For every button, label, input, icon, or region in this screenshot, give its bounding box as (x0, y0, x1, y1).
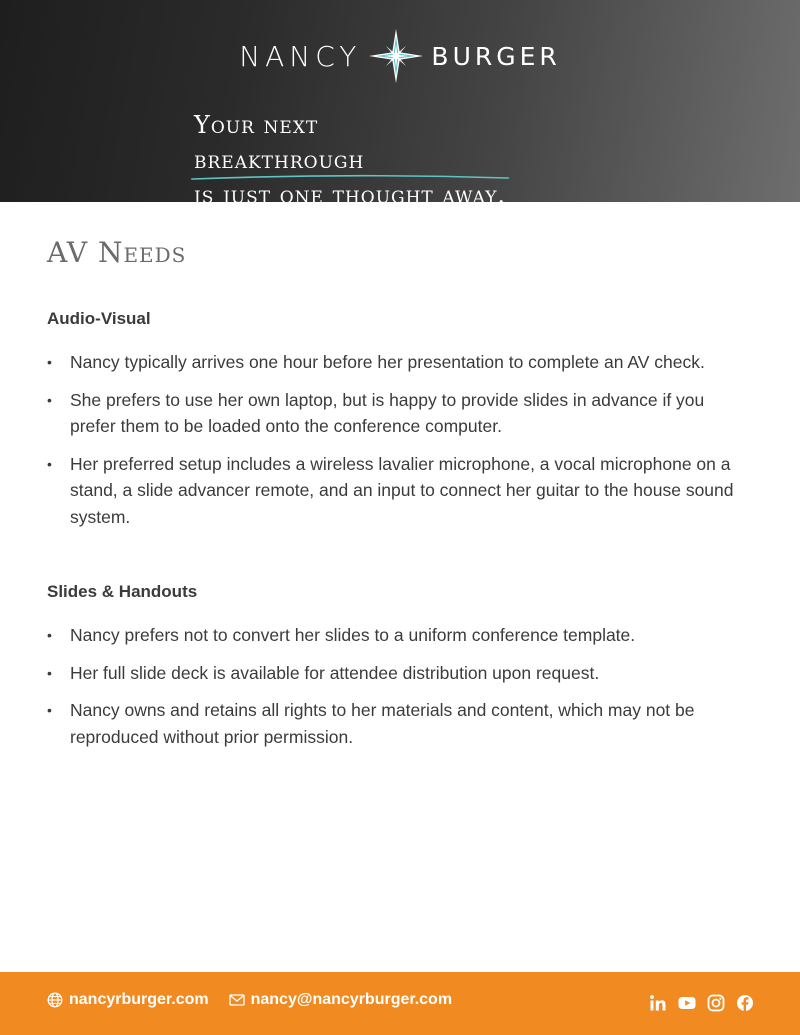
bullet-icon: • (47, 354, 52, 370)
page-title: AV Needs (47, 236, 187, 269)
mail-icon (229, 992, 245, 1008)
instagram-link[interactable] (707, 994, 725, 1012)
website-link[interactable] (47, 991, 209, 1009)
list-item (47, 697, 737, 750)
bullet-icon: • (47, 664, 52, 681)
facebook-link[interactable] (736, 994, 754, 1012)
tagline-line-2: is just one thought away. (194, 181, 507, 209)
list-item (47, 349, 737, 376)
tagline-highlight (194, 143, 506, 178)
email-link[interactable] (229, 991, 452, 1009)
social-links (649, 994, 754, 1012)
logo (0, 28, 800, 84)
list-item-text: Nancy prefers not to convert her slides to a uniform conference template. (70, 625, 636, 645)
section-audio-visual (47, 309, 737, 541)
bullet-list (47, 349, 737, 530)
youtube-icon (678, 994, 696, 1012)
tagline-highlight-text: breakthrough (194, 146, 365, 174)
tagline (194, 108, 506, 213)
section-slides-handouts (47, 582, 737, 761)
facebook-icon (736, 994, 754, 1012)
email-text: nancy@nancyrburger.com (250, 991, 453, 1008)
page-footer (0, 972, 800, 1035)
linkedin-icon (649, 994, 667, 1012)
tagline-line-1 (194, 108, 506, 178)
bullet-icon: • (47, 702, 52, 718)
section-heading: Audio-Visual (47, 309, 151, 328)
list-item-text: Her full slide deck is available for attendee distribution upon request. (70, 662, 600, 683)
page-header (0, 0, 800, 209)
compass-star-icon (367, 28, 425, 84)
logo-first-name: NANCY (239, 39, 362, 73)
globe-icon (47, 992, 63, 1008)
list-item (47, 660, 737, 687)
website-text: nancyrburger.com (69, 991, 209, 1008)
list-item (47, 622, 737, 649)
tagline-prefix: Your next (194, 111, 319, 139)
logo-last-name: BURGER (431, 41, 561, 71)
bullet-list (47, 622, 737, 750)
bullet-icon: • (47, 391, 52, 408)
contact-links (47, 991, 472, 1009)
list-item (47, 451, 737, 531)
list-item-text: Her preferred setup includes a wireless lavalier microphone, a vocal microphone on a stand, a slide advancer remote, and an input to connect her guitar to the house sound system. (70, 453, 734, 527)
youtube-link[interactable] (678, 994, 696, 1012)
list-item-text: Nancy typically arrives one hour before her presentation to complete an AV check. (70, 352, 705, 372)
list-item-text: She prefers to use her own laptop, but is happy to provide slides in advance if you prefer them to be loaded onto the conference computer. (70, 389, 705, 436)
section-heading: Slides & Handouts (47, 582, 198, 601)
instagram-icon (707, 994, 725, 1012)
list-item (47, 387, 737, 440)
linkedin-link[interactable] (649, 994, 667, 1012)
bullet-icon: • (47, 627, 52, 643)
bullet-icon: • (47, 455, 52, 472)
list-item-text: Nancy owns and retains all rights to her materials and content, which may not be reproduced without prior permission. (70, 700, 695, 747)
underline-swoosh-icon (190, 172, 510, 182)
